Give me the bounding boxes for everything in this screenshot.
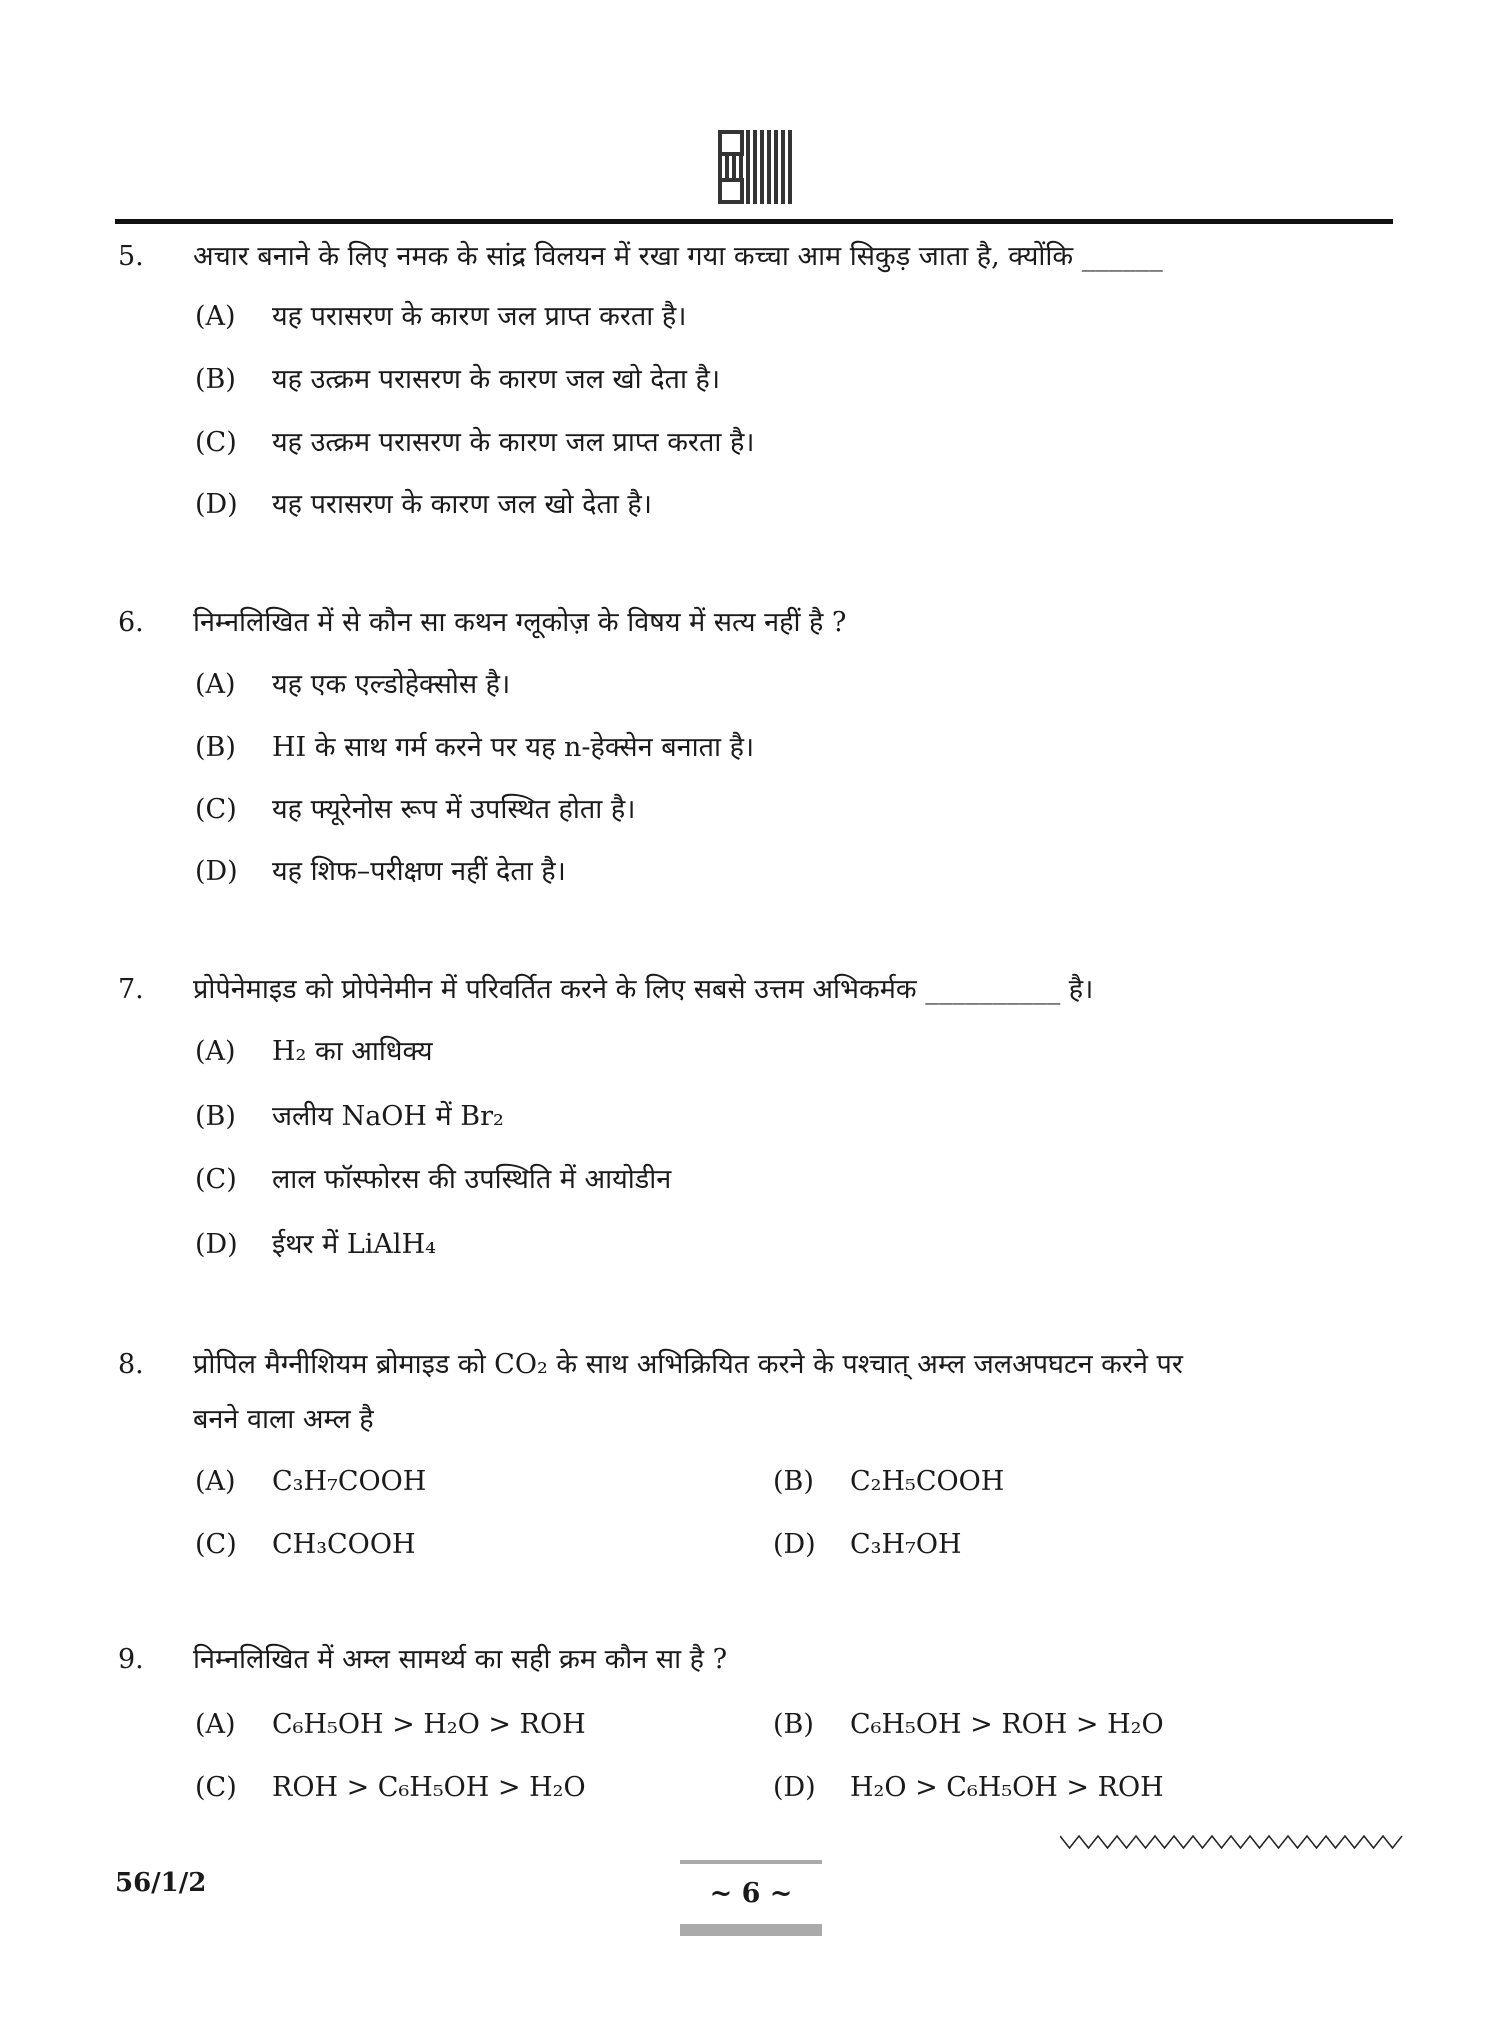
option-text: यह एक एल्डोहेक्सोस है। xyxy=(272,669,511,700)
option-text: C₂H₅COOH xyxy=(850,1466,1005,1497)
option-text: लाल फॉस्फोरस की उपस्थिति में आयोडीन xyxy=(272,1164,672,1195)
question-number: 5. xyxy=(118,241,144,272)
option-label: (B) xyxy=(773,1709,814,1740)
option-label: (D) xyxy=(195,489,238,520)
option-text: यह फ्यूरेनोस रूप में उपस्थित होता है। xyxy=(272,794,636,825)
option-label: (D) xyxy=(195,856,238,887)
option-label: (D) xyxy=(773,1529,816,1560)
option-text: यह शिफ–परीक्षण नहीं देता है। xyxy=(272,856,566,887)
option-text: C₃H₇COOH xyxy=(272,1466,427,1497)
option-label: (D) xyxy=(195,1229,238,1260)
option-text: यह परासरण के कारण जल प्राप्त करता है। xyxy=(272,301,687,332)
page-number: ~ 6 ~ xyxy=(709,1878,793,1909)
option-label: (A) xyxy=(195,301,236,332)
option-label: (D) xyxy=(773,1772,816,1803)
option-label: (B) xyxy=(195,732,236,763)
question-number: 6. xyxy=(118,607,144,638)
option-label: (A) xyxy=(195,1036,236,1067)
question-number: 9. xyxy=(118,1644,144,1675)
option-label: (A) xyxy=(195,669,236,700)
option-label: (C) xyxy=(195,1529,237,1560)
option-text: C₆H₅OH > ROH > H₂O xyxy=(850,1709,1164,1740)
option-text: यह परासरण के कारण जल खो देता है। xyxy=(272,489,652,520)
header-rule xyxy=(115,219,1393,224)
option-text: जलीय NaOH में Br₂ xyxy=(272,1101,504,1132)
question-text: प्रोपिल मैग्नीशियम ब्रोमाइड को CO₂ के साथ अभिक्रियित करने के पश्चात् अम्ल जलअपघटन करने पर xyxy=(193,1349,1183,1380)
option-label: (B) xyxy=(773,1466,814,1497)
question-text: निम्नलिखित में से कौन सा कथन ग्लूकोज़ के विषय में सत्य नहीं है ? xyxy=(193,607,847,638)
option-text: C₃H₇OH xyxy=(850,1529,962,1560)
option-text: ईथर में LiAlH₄ xyxy=(272,1229,436,1260)
option-text: यह उत्क्रम परासरण के कारण जल प्राप्त करता है। xyxy=(272,427,755,458)
option-text: H₂ का आधिक्य xyxy=(272,1036,433,1067)
option-label: (C) xyxy=(195,427,237,458)
option-text: C₆H₅OH > H₂O > ROH xyxy=(272,1709,586,1740)
option-text: CH₃COOH xyxy=(272,1529,416,1560)
option-text: ROH > C₆H₅OH > H₂O xyxy=(272,1772,586,1803)
option-text: यह उत्क्रम परासरण के कारण जल खो देता है। xyxy=(272,364,721,395)
option-label: (C) xyxy=(195,794,237,825)
qr-code-icon xyxy=(718,130,792,204)
question-number: 8. xyxy=(118,1349,144,1380)
question-text: निम्नलिखित में अम्ल सामर्थ्य का सही क्रम कौन सा है ? xyxy=(193,1644,728,1675)
question-number: 7. xyxy=(118,974,144,1005)
option-text: HI के साथ गर्म करने पर यह n-हेक्सेन बनाता है। xyxy=(272,732,755,763)
option-label: (A) xyxy=(195,1709,236,1740)
question-text: अचार बनाने के लिए नमक के सांद्र विलयन में रखा गया कच्चा आम सिकुड़ जाता है, क्योंकि ______ xyxy=(193,241,1163,272)
option-label: (B) xyxy=(195,364,236,395)
zigzag-divider xyxy=(1060,1832,1405,1852)
option-text: H₂O > C₆H₅OH > ROH xyxy=(850,1772,1164,1803)
question-text-continued: बनने वाला अम्ल है xyxy=(193,1404,374,1435)
page-number-box xyxy=(680,1860,822,1936)
option-label: (B) xyxy=(195,1101,236,1132)
question-text: प्रोपेनेमाइड को प्रोपेनेमीन में परिवर्तित करने के लिए सबसे उत्तम अभिकर्मक __________ है। xyxy=(193,974,1094,1005)
option-label: (A) xyxy=(195,1466,236,1497)
option-label: (C) xyxy=(195,1772,237,1803)
option-label: (C) xyxy=(195,1164,237,1195)
paper-code: 56/1/2 xyxy=(115,1868,207,1898)
